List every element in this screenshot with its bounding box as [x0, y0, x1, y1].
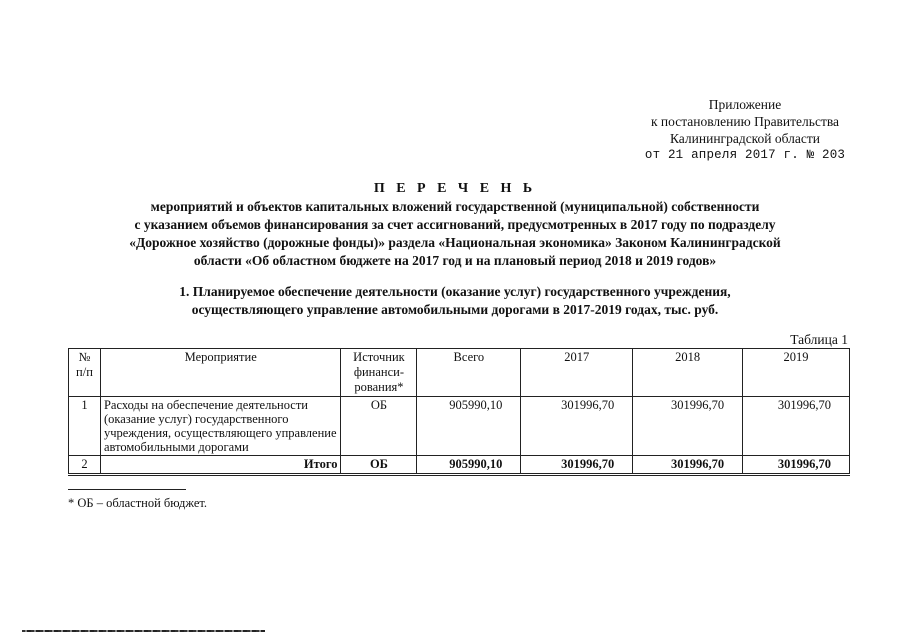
heading-line-4: области «Об областном бюджете на 2017 год и на плановый период 2018 и 2019 годов» — [193, 253, 717, 268]
section-line-1: 1. Планируемое обеспечение деятельности (оказание услуг) государственного учреждения, — [179, 284, 731, 299]
heading-line-1: мероприятий и объектов капитальных вложений государственной (муниципальной) собственности — [150, 199, 760, 214]
total-num: 2 — [69, 456, 101, 475]
header-total: Всего — [417, 349, 521, 397]
total-sum: 905990,10 — [417, 456, 521, 475]
table-row — [69, 397, 850, 456]
scan-artifact — [22, 630, 265, 632]
row-num: 1 — [69, 397, 101, 456]
total-source: ОБ — [341, 456, 417, 475]
header-2017: 2017 — [521, 349, 633, 397]
appendix-block — [600, 96, 890, 164]
heading-line-2: с указанием объемов финансирования за счет ассигнований, предусмотренных в 2017 году по подразделу — [134, 217, 776, 232]
budget-table — [68, 348, 850, 476]
document-heading — [60, 180, 850, 270]
heading-line-3: «Дорожное хозяйство (дорожные фонды)» раздела «Национальная экономика» Законом Калининградской — [129, 235, 781, 250]
appendix-title: Приложение — [708, 97, 782, 112]
row-total: 905990,10 — [417, 397, 521, 456]
total-2018: 301996,70 — [633, 456, 743, 475]
footnote-divider — [68, 489, 186, 490]
row-event: Расходы на обеспечение деятельности (оказание услуг) государственного учреждения, осуществляющего управление автомобильными дорогами — [100, 397, 341, 456]
row-2017: 301996,70 — [521, 397, 633, 456]
row-source: ОБ — [341, 397, 417, 456]
row-2018: 301996,70 — [633, 397, 743, 456]
footnote: * ОБ – областной бюджет. — [68, 496, 208, 510]
document-title: П Е Р Е Ч Е Н Ь — [373, 181, 537, 196]
total-2017: 301996,70 — [521, 456, 633, 475]
table-label: Таблица 1 — [790, 332, 848, 347]
section-line-2: осуществляющего управление автомобильными дорогами в 2017-2019 годах, тыс. руб. — [191, 302, 719, 317]
section-heading — [60, 283, 850, 319]
table-header-row — [69, 349, 850, 397]
row-2019: 301996,70 — [743, 397, 850, 456]
header-2019: 2019 — [743, 349, 850, 397]
header-source: Источник финанси-рования* — [341, 349, 417, 397]
total-label: Итого — [100, 456, 341, 475]
header-2018: 2018 — [633, 349, 743, 397]
header-num: № п/п — [69, 349, 101, 397]
appendix-region: Калининградской области — [669, 131, 821, 146]
header-event: Мероприятие — [100, 349, 341, 397]
total-2019: 301996,70 — [743, 456, 850, 475]
appendix-dateline: от 21 апреля 2017 г. № 203 — [644, 148, 846, 162]
appendix-resolution: к постановлению Правительства — [650, 114, 840, 129]
table-row-total — [69, 456, 850, 475]
